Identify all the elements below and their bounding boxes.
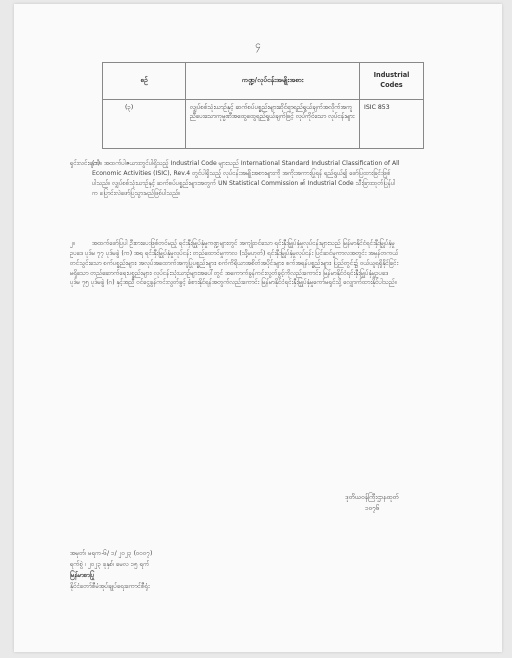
column-header-no: စဉ်: [103, 63, 186, 100]
signature-block: [322, 492, 422, 514]
page-number: ၄: [255, 40, 261, 51]
copy-to-label: မြန်မာစာပြု: [70, 571, 95, 579]
letter-date: ရက်စွဲ ၊ ၂၀၂၃ ခုနှစ်၊ မေလ ၁၅ ရက်: [70, 560, 150, 568]
explanation-note: [70, 159, 400, 198]
note-text: (၁)။ အထက်ပါဇယားတွင်ပါရှိသည့် Industrial Code များသည် International Standard Industrial Classification of All Economic Activities (ISIC), Rev.4 တွင်ပါရှိသည့် လုပ်ငန်းအမျိုးအစားများကို အကိုးအကားပြုရန် ရည်ရွယ်၍ ဖော်ပြထားခြင်းဖြစ်ပါသည်။ လျှပ်စစ်သုံးယာဉ်နှင့် ဆက်စပ်ပစ္စည်းများအတွက် UN Statistical Commission ၏ Industrial Code သီးခြားထုတ်ပြန်ပါက ပြောင်းလဲဖော်ပြသွားမည်ဖြစ်ပါသည်။: [92, 160, 400, 197]
paragraph-2: [70, 239, 400, 288]
table-header-row: [103, 63, 424, 100]
column-header-codes: Industrial Codes: [360, 63, 424, 100]
signatory-title: ဒုတိယဝန်ကြီးဌာနထုတ်: [345, 493, 399, 501]
recipient-department: နိုင်ငံတော်စီမံအုပ်ချုပ်ရေးကောင်စီရုံး: [70, 582, 150, 590]
row-code: ISIC 853: [360, 100, 424, 149]
industry-codes-table: [102, 62, 424, 149]
paragraph-2-number: ၂။: [70, 240, 75, 247]
footer-block: [70, 549, 270, 592]
document-page: [14, 4, 502, 652]
letter-number: အမှတ်၊ မရက-၆/ ၁/ ၂၀၂၃ (၀၀၀၇): [70, 550, 153, 557]
paragraph-2-text: အထက်ဖော်ပြပါ ဦးစားပေးဖြစ်တင်မည့် ရင်းနှီးမြှုပ်နှံမှုကဏ္ဍများတွင် အကျုံးဝင်သော ရင်းနှီးမြှုပ်နှံမှုလုပ်ငန်းများသည် မြန်မာနိုင်ငံရင်းနှီးမြှုပ်နှံမှုဥပဒေ ပုဒ်မ ၇၇ ပုဒ်မခွဲ (က) အရ ရင်းနှီးမြှုပ်နှံမှုလုပ်ငန်း တည်ထောင်မှုကာလ (သို့မဟုတ်) ရင်းနှီးမြှုပ်နှံမှုလုပ်ငန်း ပြင်ဆင်မှုကာလအတွင်း အမှန်တကယ်တင်သွင်းသော စက်ပစ္စည်းများ၊ အလုပ်အထောက်အကူပြုပစ္စည်းများ၊ စက်ကိရိယာအစိတ်အပိုင်းများ၊ စက်အရန်ပစ္စည်းများ၊ ပြည်တွင်း၌ ဝယ်ယူရရှိနိုင်ခြင်းမရှိသော တည်ဆောက်ရေးပစ္စည်းများ၊ လုပ်ငန်းသုံးယာဉ်များအပေါ်တွင် အကောက်ခွန်ကင်းလွတ်ခွင့်ကိုလည်းကောင်း၊ မြန်မာနိုင်ငံရင်းနှီးမြှုပ်နှံမှုဥပဒေ ပုဒ်မ ၇၅ ပုဒ်မခွဲ (ဂ) နှင့်အညီ ဝင်ငွေခွန်ကင်းလွတ်ခွင့် ခံစားနိုင်ရန်အတွက်လည်းကောင်း မြန်မာနိုင်ငံရင်းနှီးမြှုပ်နှံမှုကော်မရှင်သို့ လျှောက်ထားနိုင်ပါသည်။: [70, 240, 399, 287]
note-lead: ရှင်းလင်းချက်: [70, 160, 100, 167]
column-header-sector: ကဏ္ဍ/လုပ်ငန်းအမျိုးအစား: [186, 63, 360, 100]
signature-number: ၁၀၇၆: [364, 503, 380, 512]
row-number: (၃): [103, 100, 186, 149]
table-row: [103, 100, 424, 149]
row-description: လျှပ်စစ်သုံးယာဉ်နှင့် ဆက်စပ်ပစ္စည်းများဆိုင်ရာရည်ရွယ်ချက်အလိုက်အကူညီပေးသောကုမ္ပဏီအထွေထွေရည်ရွယ်ချက်ဖြင့် လုပ်ကိုင်သော လုပ်ငန်းများ: [186, 100, 360, 149]
